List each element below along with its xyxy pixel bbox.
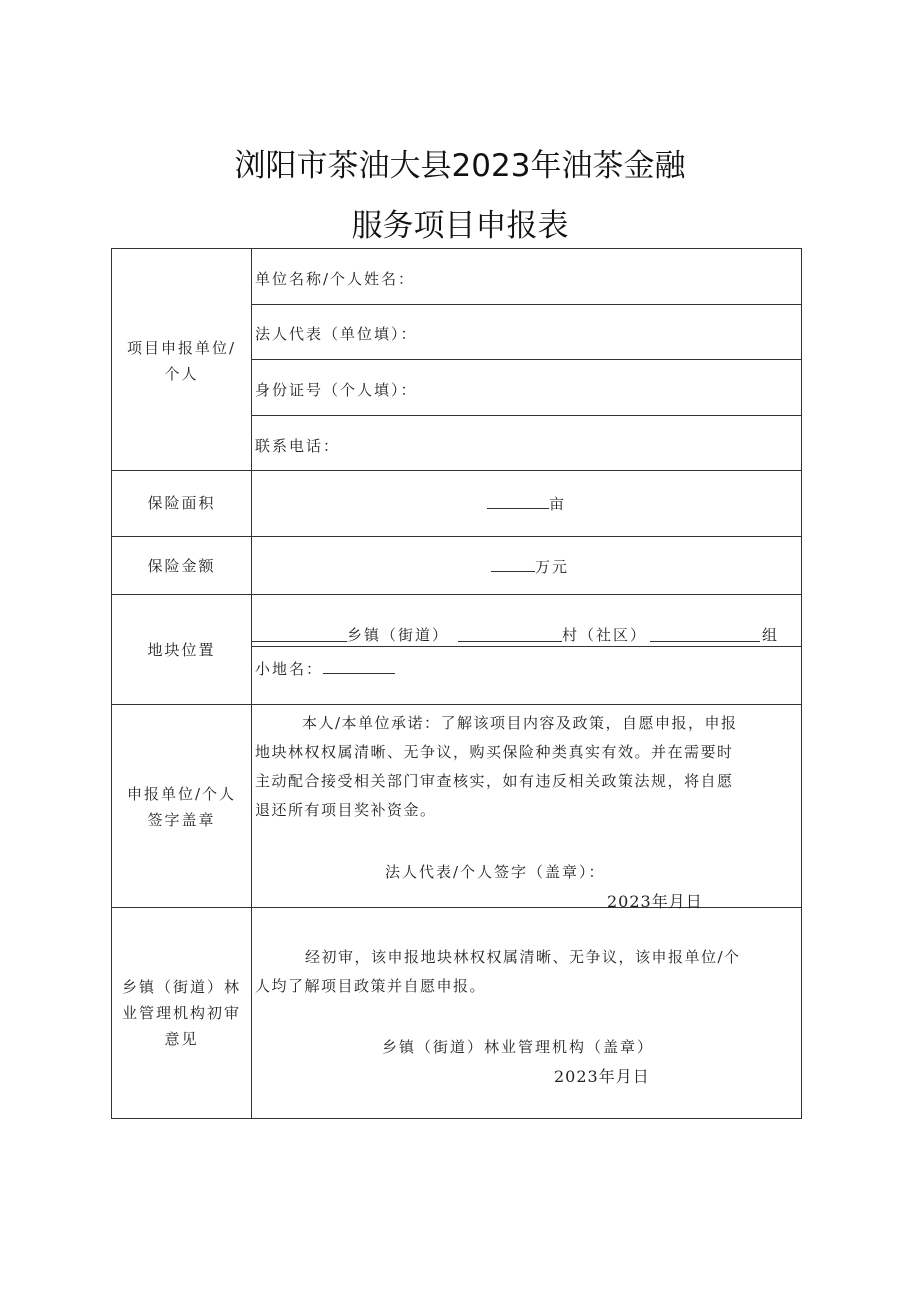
insured-amount-unit: 万元 [535,558,570,576]
insured-area-blank[interactable] [487,494,549,509]
legal-rep-signature-field[interactable]: 法人代表/个人签字（盖章）： [385,863,606,881]
insured-amount-blank[interactable] [491,557,535,572]
application-form-table [111,248,802,1119]
legal-rep-field[interactable]: 法人代表（单位填）： [255,325,418,343]
signature-date[interactable]: 2023年月日 [607,892,703,911]
review-label-line1: 乡镇（街道）林 [121,978,241,996]
insured-area-field[interactable] [487,493,566,514]
village-field[interactable]: 村（社区） [562,626,648,644]
column-divider [251,249,252,1118]
place-name-field[interactable] [255,658,395,679]
insured-amount-field[interactable] [491,556,569,577]
document-title-line1: 浏阳市茶油大县2023年油茶金融 [234,148,686,184]
signature-label-line1: 申报单位/个人 [126,785,237,803]
insured-area-unit: 亩 [549,495,567,513]
place-name-blank[interactable] [323,659,395,674]
insured-amount-label: 保险金额 [147,557,216,575]
applicant-label-line2: 个人 [164,365,199,383]
commitment-statement: 本人/本单位承诺：了解该项目内容及政策，自愿申报，申报 地块林权权属清晰、无争议，购买保险种类真实有效。并在需要时 主动配合接受相关部门审查核实，如有违反相关政策法规，将自愿 退还所有项目奖补资金。 [255,714,738,819]
review-opinion: 经初审，该申报地块林权权属清晰、无争议，该申报单位/个 人均了解项目政策并自愿申报。 [255,948,741,995]
signature-section-label [112,781,251,833]
plot-location-label: 地块位置 [147,641,216,659]
signature-label-line2: 签字盖章 [147,811,216,829]
group-field[interactable]: 组 [762,626,780,644]
review-section-label [112,974,251,1052]
township-field[interactable]: 乡镇（街道） [347,626,450,644]
phone-field[interactable]: 联系电话： [255,437,341,455]
applicant-name-field[interactable]: 单位名称/个人姓名： [255,270,416,288]
review-date[interactable]: 2023年月日 [554,1067,650,1086]
review-label-line3: 意见 [164,1030,199,1048]
township-stamp-field[interactable]: 乡镇（街道）林业管理机构（盖章） [382,1038,655,1056]
applicant-label-line1: 项目申报单位/ [126,339,237,357]
place-name-label: 小地名： [255,660,324,678]
insured-area-label: 保险面积 [147,494,216,512]
document-title-line2: 服务项目申报表 [351,208,569,244]
review-label-line2: 业管理机构初审 [121,1004,241,1022]
applicant-section-label [112,335,251,387]
id-number-field[interactable]: 身份证号（个人填）： [255,381,418,399]
